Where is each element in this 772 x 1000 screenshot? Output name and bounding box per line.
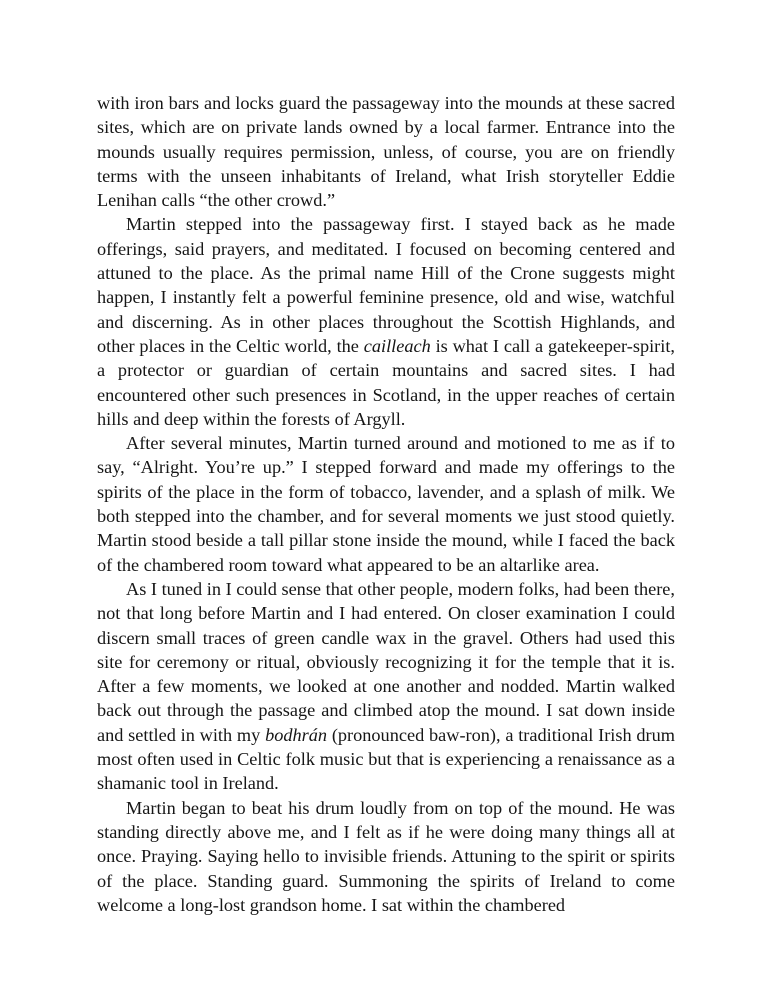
italic-term-cailleach: cailleach bbox=[363, 335, 431, 356]
italic-term-bodhran: bodhrán bbox=[265, 724, 328, 745]
paragraph-5-text: Martin began to beat his drum loudly from on top of the mound. He was standing directly above me, and I felt as if he were doing many things all at once. Praying. Saying hello to invisible friends. Attuning to the spirit or spirits of the place. Standing guard. Summoning the spirits of Ireland to come welcome a long-lost grandson home. I sat within the chambered bbox=[97, 797, 675, 915]
paragraph-4-text-b: (pronounced baw-ron), a traditional Irish drum most often used in Celtic folk music but that is experiencing a renaissance as a shamanic tool in Ireland. bbox=[97, 724, 675, 794]
paragraph-4 bbox=[97, 577, 675, 796]
paragraph-3-text: After several minutes, Martin turned around and motioned to me as if to say, “Alright. You’re up.” I stepped forward and made my offerings to the spirits of the place in the form of tobacco, lavender, and a splash of milk. We both stepped into the chamber, and for several moments we just stood quietly. Martin stood beside a tall pillar stone inside the mound, while I faced the back of the chambered room toward what appeared to be an altarlike area. bbox=[97, 433, 675, 575]
paragraph-1-text: with iron bars and locks guard the passageway into the mounds at these sacred sites, which are on private lands owned by a local farmer. Entrance into the mounds usually requires permission, unless, of course, you are on friendly terms with the unseen inhabitants of Ireland, what Irish storyteller Eddie Lenihan calls “the other crowd.” bbox=[97, 93, 675, 211]
paragraph-2-text-b: is what I call a gatekeeper-spirit, a protector or guardian of certain mountains and sacred sites. I had encountered other such presences in Scotland, in the upper reaches of certain hills and deep within the forests of Argyll. bbox=[97, 335, 675, 429]
paragraph-4-text-a: As I tuned in I could sense that other people, modern folks, had been there, not that long before Martin and I had entered. On closer examination I could discern small traces of green candle wax in the gravel. Others had used this site for ceremony or ritual, obviously recognizing it for the temple that it is. After a few moments, we looked at one another and nodded. Martin walked back out through the passage and climbed atop the mound. I sat down inside and settled in with my bbox=[97, 578, 675, 745]
paragraph-2 bbox=[97, 212, 675, 431]
body-text bbox=[97, 91, 675, 917]
paragraph-3 bbox=[97, 431, 675, 577]
paragraph-2-text-a: Martin stepped into the passageway first. I stayed back as he made offerings, said prayers, and meditated. I focused on becoming centered and attuned to the place. As the primal name Hill of the Crone suggests might happen, I instantly felt a powerful feminine presence, old and wise, watchful and discerning. As in other places throughout the Scottish Highlands, and other places in the Celtic world, the bbox=[97, 214, 675, 356]
paragraph-1 bbox=[97, 91, 675, 212]
paragraph-5 bbox=[97, 796, 675, 917]
